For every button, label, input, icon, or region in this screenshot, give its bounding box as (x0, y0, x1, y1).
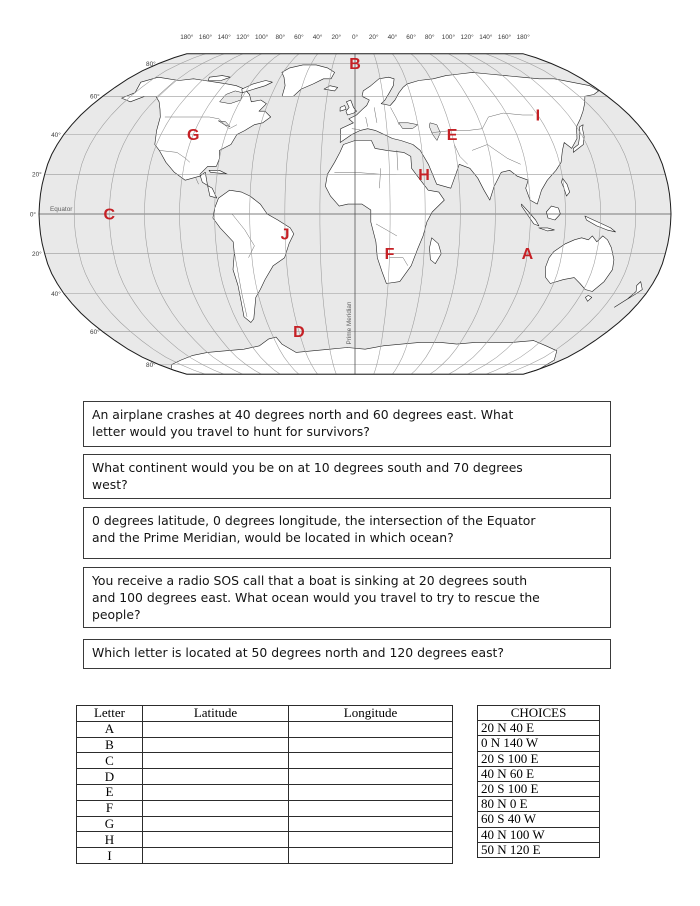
left-latitude-label: 80° (146, 361, 156, 369)
choices-header: CHOICES (478, 706, 600, 721)
top-longitude-label: 80° (424, 34, 435, 41)
choice-cell: 20 N 40 E (478, 721, 600, 736)
top-longitude-label: 120° (460, 34, 474, 41)
question-5-line-1: Which letter is located at 50 degrees north and 120 degrees east? (92, 645, 504, 660)
question-box-3 (83, 507, 611, 559)
choice-cell: 20 S 100 E (478, 751, 600, 766)
top-longitude-label: 140° (217, 34, 231, 41)
choice-cell: 60 S 40 W (478, 812, 600, 827)
left-latitude-label: 40° (51, 131, 61, 139)
left-latitude-label: 20° (32, 251, 42, 258)
top-longitude-label: 120° (236, 34, 250, 41)
choice-row (478, 751, 600, 766)
table-row (77, 737, 453, 753)
top-longitude-label: 100° (254, 34, 269, 41)
choice-cell: 20 S 100 E (478, 781, 600, 796)
table-row (77, 784, 453, 800)
prime-meridian-label: Prime Meridian (346, 301, 353, 345)
question-1-line-1: An airplane crashes at 40 degrees north and 60 degrees east. What (92, 407, 514, 422)
choice-row (478, 812, 600, 827)
choice-row (478, 736, 600, 751)
map-letter-C: C (103, 206, 116, 224)
choice-row (478, 842, 600, 857)
longitude-cell (289, 832, 453, 848)
longitude-cell (289, 800, 453, 816)
question-2-line-2: west? (92, 477, 128, 492)
answer-header-latitude: Latitude (143, 706, 289, 722)
question-2-line-1: What continent would you be on at 10 degrees south and 70 degrees (92, 460, 523, 475)
top-longitude-label: 180° (516, 34, 530, 41)
longitude-cell (289, 848, 453, 864)
map-letter-E: E (446, 127, 458, 144)
choice-cell: 40 N 100 W (478, 827, 600, 842)
left-latitude-label: 60° (90, 329, 100, 336)
table-row (77, 848, 453, 864)
top-longitude-label: 80° (275, 34, 286, 41)
map-letter-G: G (186, 127, 200, 144)
longitude-cell (289, 721, 453, 737)
map-letter-A: A (521, 246, 534, 264)
map-letter-H: H (418, 166, 430, 184)
latitude-cell (143, 800, 289, 816)
letter-cell: D (77, 769, 143, 785)
question-3-line-2: and the Prime Meridian, would be located in which ocean? (92, 530, 454, 545)
latitude-cell (143, 753, 289, 769)
top-longitude-label: 40° (387, 34, 398, 41)
answer-table-header-row (77, 706, 453, 722)
longitude-cell (289, 816, 453, 832)
top-longitude-label: 140° (479, 34, 493, 41)
map-letter-I: I (535, 107, 541, 125)
question-box-2 (83, 454, 611, 499)
latitude-cell (143, 721, 289, 737)
choice-row (478, 766, 600, 781)
latitude-cell (143, 737, 289, 753)
top-longitude-label: 0° (351, 34, 359, 41)
question-4-line-3: people? (92, 607, 141, 622)
longitude-cell (289, 753, 453, 769)
choice-cell: 40 N 60 E (478, 766, 600, 781)
choice-row (478, 721, 600, 736)
world-map (0, 0, 700, 396)
latitude-cell (143, 769, 289, 785)
top-longitude-label: 100° (441, 34, 456, 41)
latitude-cell (143, 784, 289, 800)
table-row (77, 753, 453, 769)
choices-header-row (478, 706, 600, 721)
longitude-cell (289, 769, 453, 785)
table-row (77, 800, 453, 816)
left-latitude-label: 20° (32, 171, 42, 179)
left-latitude-label: 60° (90, 93, 100, 101)
choices-table (477, 705, 600, 858)
top-longitude-label: 180° (180, 34, 194, 41)
longitude-cell (289, 737, 453, 753)
left-latitude-label: 40° (51, 290, 61, 298)
top-longitude-label: 60° (294, 34, 304, 41)
latitude-cell (143, 832, 289, 848)
top-longitude-label: 160° (198, 34, 213, 41)
choice-cell: 0 N 140 W (478, 736, 600, 751)
letter-cell: H (77, 832, 143, 848)
question-3-line-1: 0 degrees latitude, 0 degrees longitude, the intersection of the Equator (92, 513, 536, 528)
top-longitude-label: 160° (497, 34, 512, 41)
question-box-5 (83, 639, 611, 669)
letter-cell: I (77, 848, 143, 864)
choice-row (478, 797, 600, 812)
question-box-4 (83, 567, 611, 628)
table-row (77, 832, 453, 848)
longitude-cell (289, 784, 453, 800)
question-4-line-1: You receive a radio SOS call that a boat is sinking at 20 degrees south (92, 573, 528, 588)
question-4-line-2: and 100 degrees east. What ocean would you travel to try to rescue the (92, 590, 540, 605)
choice-row (478, 781, 600, 796)
top-longitude-label: 40° (312, 34, 323, 41)
answer-header-letter: Letter (77, 706, 143, 722)
top-longitude-label: 20° (331, 34, 342, 41)
letter-cell: A (77, 721, 143, 737)
top-longitude-label: 60° (406, 34, 416, 41)
question-box-1 (83, 401, 611, 447)
equator-label: Equator (50, 206, 73, 213)
table-row (77, 816, 453, 832)
map-letter-B: B (349, 56, 361, 73)
left-latitude-label: 0° (29, 211, 36, 219)
table-row (77, 721, 453, 737)
letter-cell: B (77, 737, 143, 753)
choice-cell: 50 N 120 E (478, 842, 600, 857)
map-letter-J: J (280, 226, 290, 244)
letter-cell: F (77, 800, 143, 816)
latitude-cell (143, 816, 289, 832)
map-letter-D: D (293, 324, 305, 342)
answer-header-longitude: Longitude (289, 706, 453, 722)
left-latitude-label: 80° (146, 60, 156, 68)
letter-cell: E (77, 784, 143, 800)
choice-cell: 80 N 0 E (478, 797, 600, 812)
choice-row (478, 827, 600, 842)
latitude-cell (143, 848, 289, 864)
top-longitude-label: 20° (368, 34, 379, 41)
answer-table (76, 705, 453, 864)
table-row (77, 769, 453, 785)
letter-cell: G (77, 816, 143, 832)
letter-cell: C (77, 753, 143, 769)
question-1-line-2: letter would you travel to hunt for survivors? (92, 424, 370, 439)
map-letter-F: F (384, 246, 395, 264)
